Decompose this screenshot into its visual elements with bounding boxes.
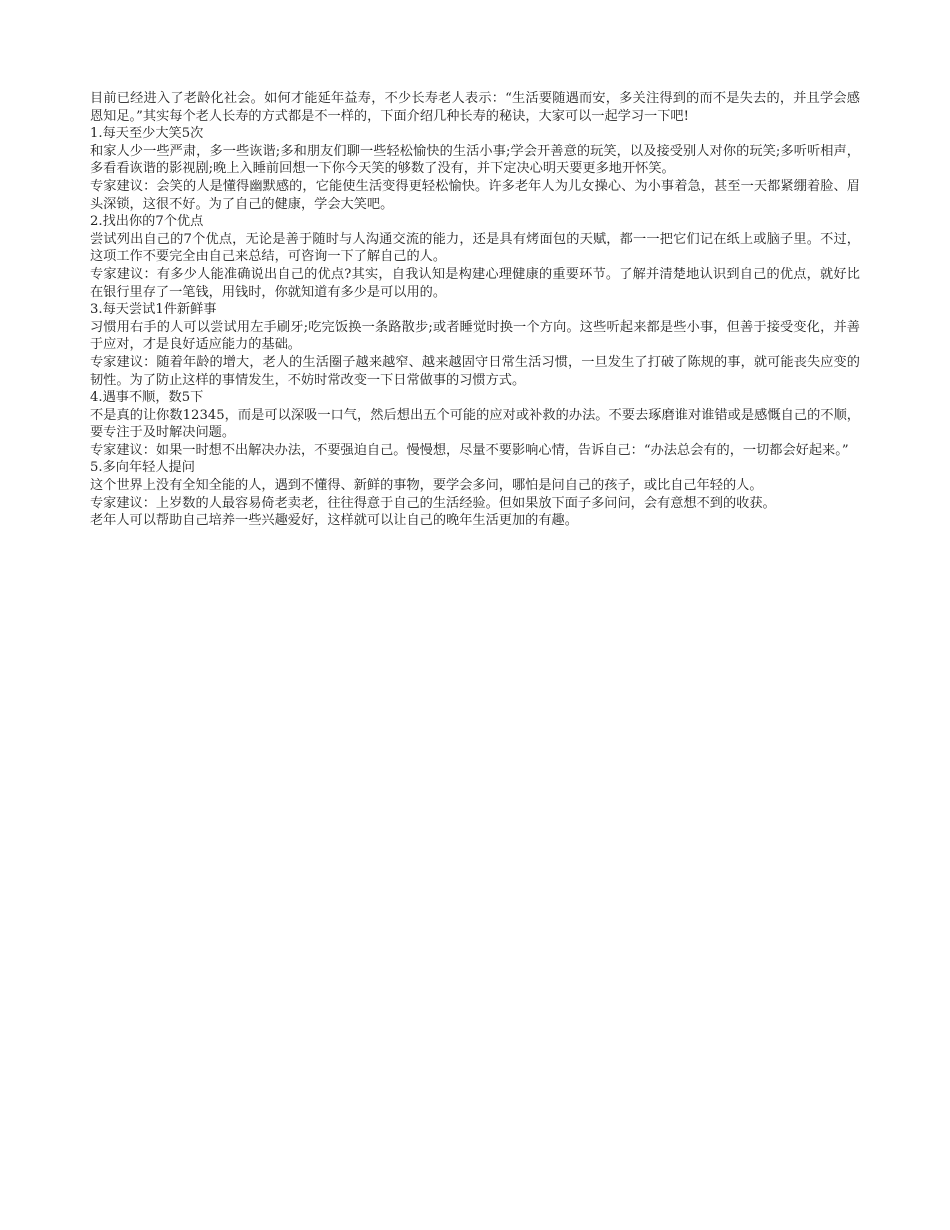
closing-paragraph: 老年人可以帮助自己培养一些兴趣爱好，这样就可以让自己的晚年生活更加的有趣。: [90, 513, 578, 529]
expert-advice-paragraph: 专家建议：如果一时想不出解决办法，不要强迫自己。慢慢想，尽量不要影响心情，告诉自己：“办法总会有的，一切都会好起来。”: [90, 442, 849, 458]
expert-advice-paragraph: 专家建议：有多少人能准确说出自己的优点?其实，自我认知是构建心理健康的重要环节。了解并清楚地认识到自己的优点，就好比在银行里存了一笔钱，用钱时，你就知道有多少是可以用的。: [90, 266, 860, 300]
expert-advice-paragraph: 专家建议：上岁数的人最容易倚老卖老，往往得意于自己的生活经验。但如果放下面子多问问，会有意想不到的收获。: [90, 495, 776, 511]
body-paragraph: 习惯用右手的人可以尝试用左手刷牙;吃完饭换一条路散步;或者睡觉时换一个方向。这些听起来都是些小事，但善于接受变化，并善于应对，才是良好适应能力的基础。: [90, 319, 860, 353]
body-paragraph: 不是真的让你数12345，而是可以深吸一口气，然后想出五个可能的应对或补救的办法。不要去琢磨谁对谁错或是感慨自己的不顺，要专注于及时解决问题。: [90, 407, 860, 441]
expert-advice-paragraph: 专家建议：随着年龄的增大，老人的生活圈子越来越窄、越来越固守日常生活习惯，一旦发生了打破了陈规的事，就可能丧失应变的韧性。为了防止这样的事情发生，不妨时常改变一下日常做事的习惯方式。: [90, 354, 860, 388]
section-heading-2: 2.找出你的7个优点: [90, 214, 204, 230]
section-heading-3: 3.每天尝试1件新鲜事: [90, 302, 217, 318]
section-heading-1: 1.每天至少大笑5次: [90, 126, 204, 142]
document-page: [90, 90, 860, 530]
intro-paragraph: 目前已经进入了老龄化社会。如何才能延年益寿，不少长寿老人表示：“生活要随遇而安，多关注得到的而不是失去的，并且学会感恩知足。”其实每个老人长寿的方式都是不一样的，下面介绍几种长寿的秘诀，大家可以一起学习一下吧!: [90, 91, 860, 124]
expert-advice-paragraph: 专家建议：会笑的人是懂得幽默感的，它能使生活变得更轻松愉快。许多老年人为儿女操心、为小事着急，甚至一天都紧绷着脸、眉头深锁，这很不好。为了自己的健康，学会大笑吧。: [90, 178, 860, 212]
body-paragraph: 尝试列出自己的7个优点，无论是善于随时与人沟通交流的能力，还是具有烤面包的天赋，都一一把它们记在纸上或脑子里。不过，这项工作不要完全由自己来总结，可咨询一下了解自己的人。: [90, 231, 860, 265]
body-paragraph: 这个世界上没有全知全能的人，遇到不懂得、新鲜的事物，要学会多问，哪怕是问自己的孩子，或比自己年轻的人。: [90, 478, 763, 494]
section-heading-4: 4.遇事不顺，数5下: [90, 390, 204, 406]
body-paragraph: 和家人少一些严肃，多一些诙谐;多和朋友们聊一些轻松愉快的生活小事;学会开善意的玩笑，以及接受别人对你的玩笑;多听听相声，多看看诙谐的影视剧;晚上入睡前回想一下你今天笑的够数了没有，并下定决心明天要更多地开怀笑。: [90, 143, 860, 177]
section-heading-5: 5.多向年轻人提问: [90, 460, 195, 476]
